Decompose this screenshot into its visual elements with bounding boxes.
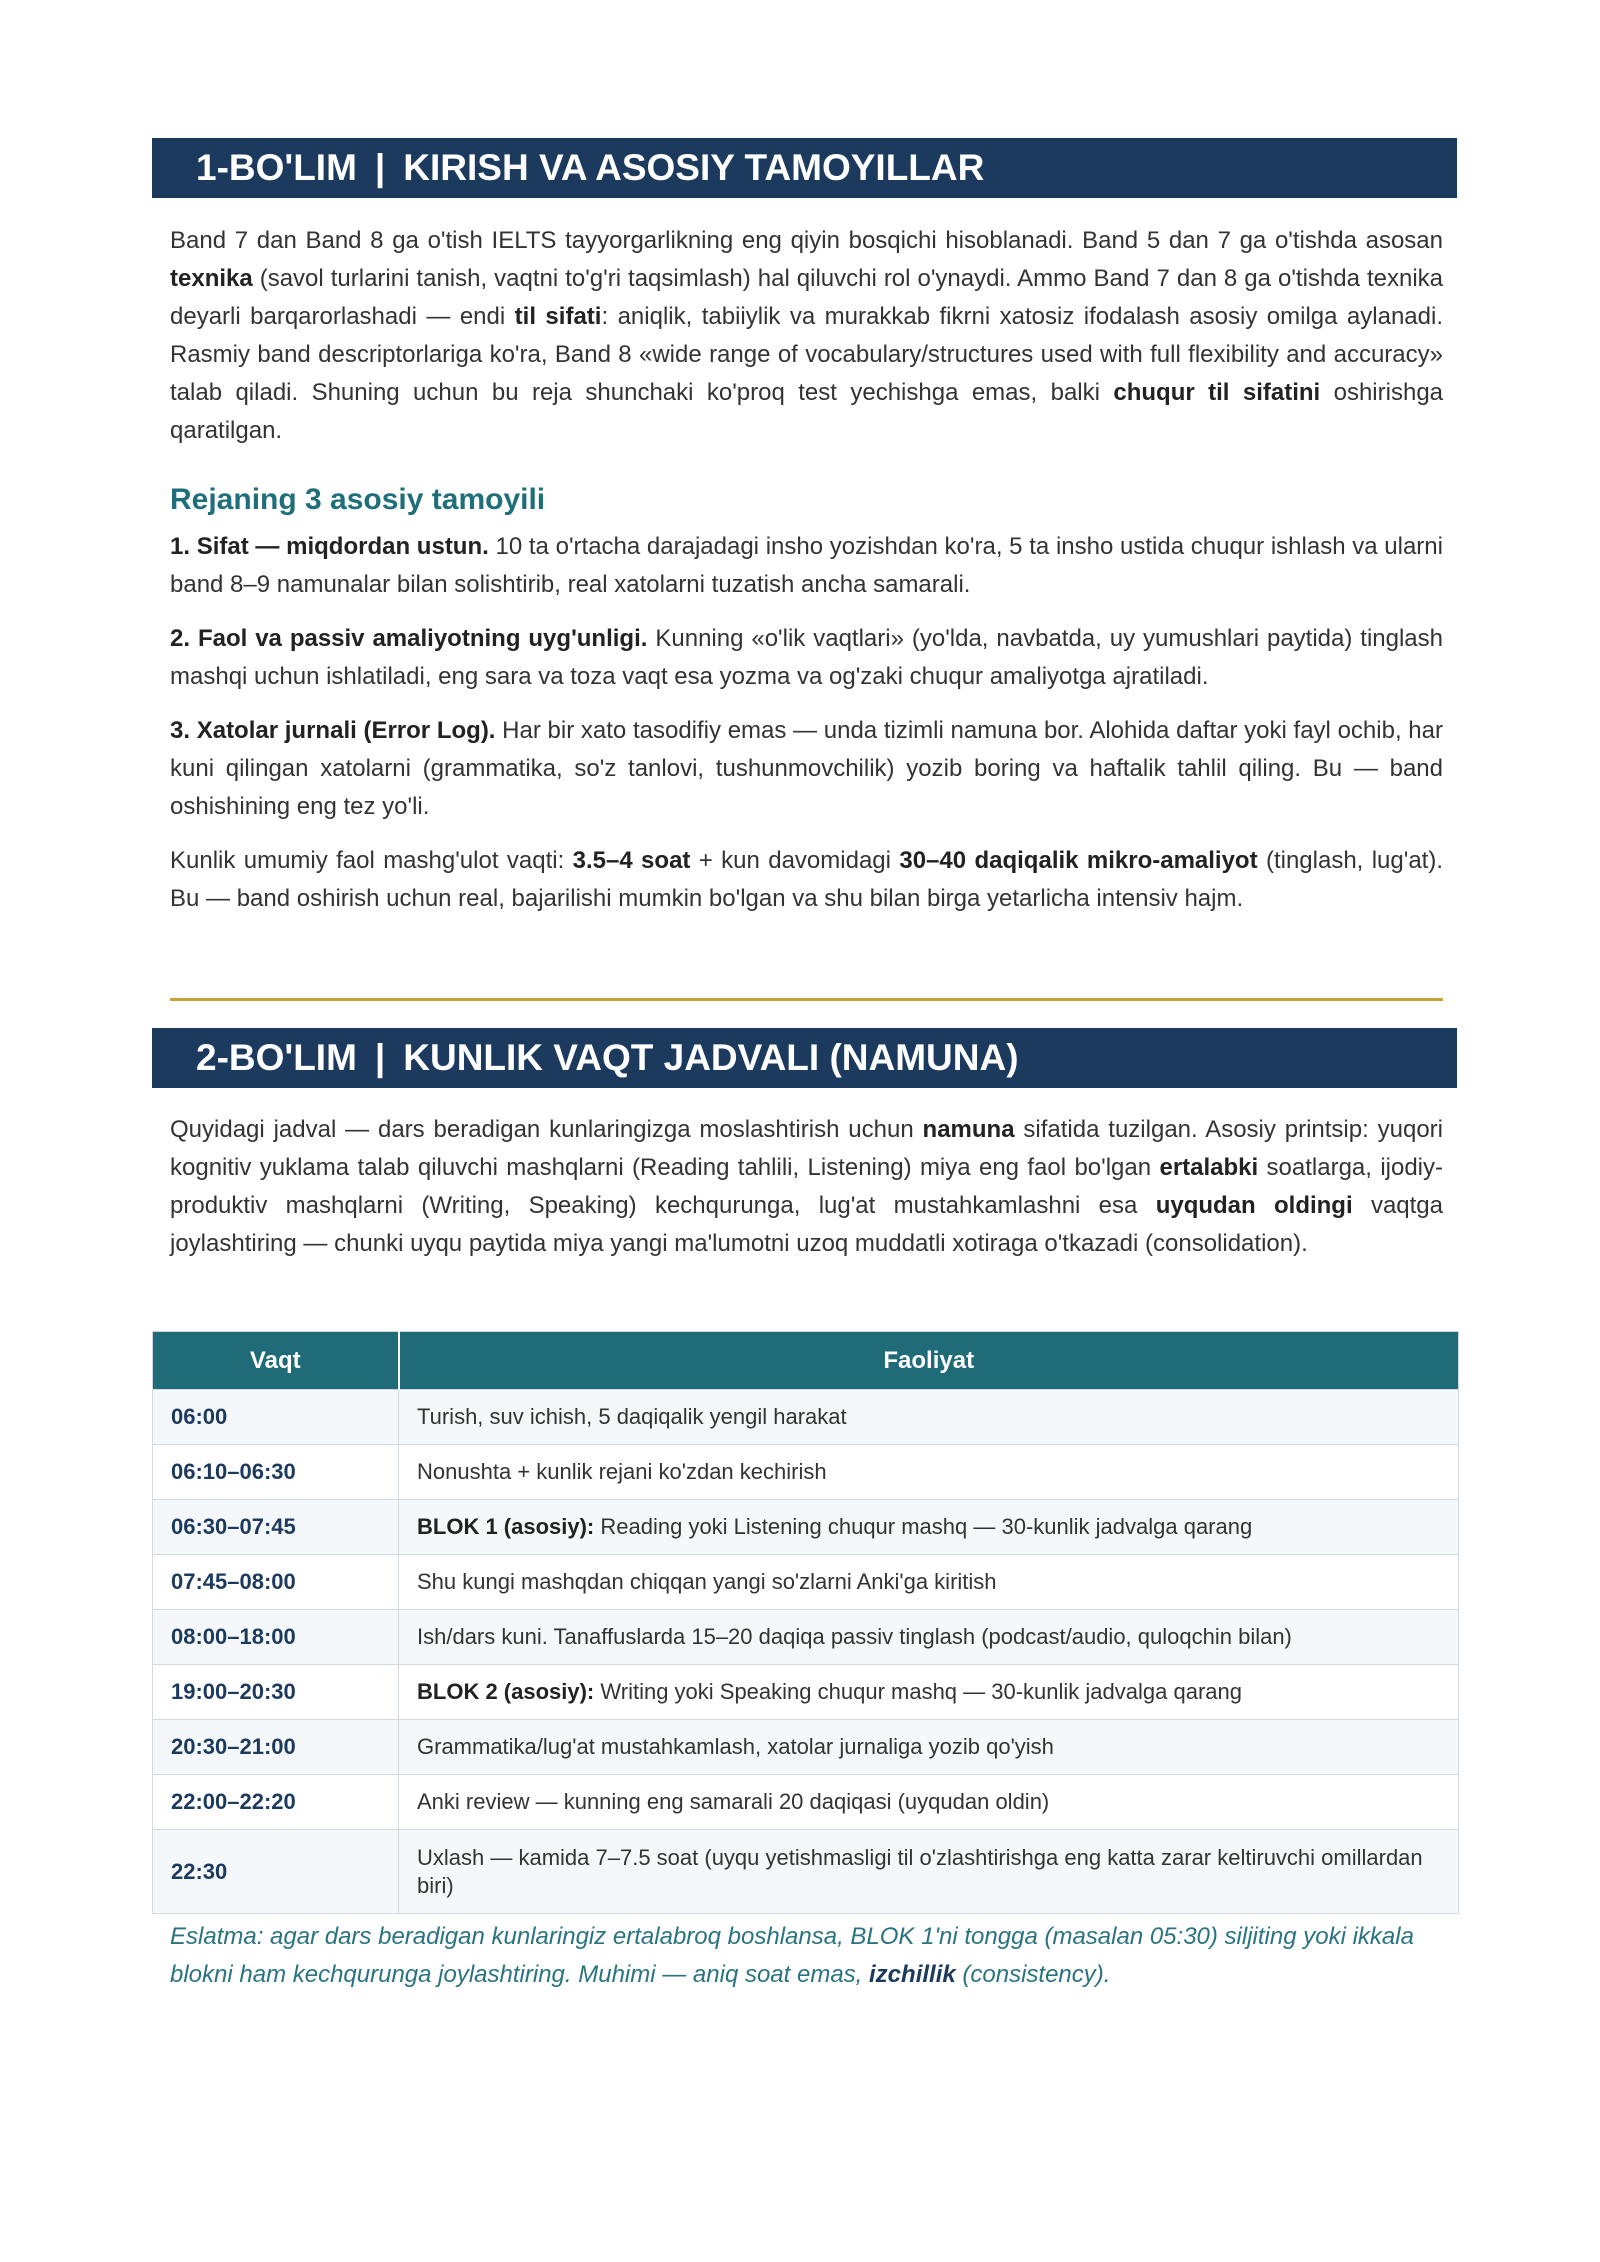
table-row	[153, 1500, 1459, 1555]
section-1-intro: Band 7 dan Band 8 ga o'tish IELTS tayyorgarlikning eng qiyin bosqichi hisoblanadi. Band 5 dan 7 ga o'tishda asosan texnika (savol turlarini tanish, vaqtni to'g'ri taqsimlash) hal qiluvchi rol o'ynaydi. Ammo Band 7 dan 8 ga o'tishda texnika deyarli barqarorlashadi — endi til sifati: aniqlik, tabiiylik va murakkab fikrni xatosiz ifodalash asosiy omilga aylanadi. Rasmiy band descriptorlariga ko'ra, Band 8 «wide range of vocabulary/structures used with full flexibility and accuracy» talab qiladi. Shuning uchun bu reja shunchaki ko'proq test yechishga emas, balki chuqur til sifatini oshirishga qaratilgan.	[170, 227, 1444, 444]
time-cell: 07:45–08:00	[153, 1555, 399, 1610]
section-1-number: 1-BO'LIM	[196, 147, 357, 188]
bold-text: 1. Sifat — miqdordan ustun.	[170, 533, 489, 560]
activity-cell: BLOK 2 (asosiy): Writing yoki Speaking chuqur mashq — 30-kunlik jadvalga qarang	[399, 1665, 1459, 1720]
bold-text: izchillik	[869, 1961, 956, 1988]
time-cell: 06:00	[153, 1390, 399, 1445]
section-2-title: KUNLIK VAQT JADVALI (NAMUNA)	[403, 1037, 1019, 1078]
bold-text: texnika	[170, 265, 253, 292]
bold-text: til sifati	[514, 303, 602, 330]
time-cell: 20:30–21:00	[153, 1720, 399, 1775]
bold-text: BLOK 1 (asosiy):	[417, 1514, 595, 1539]
bold-text: 3. Xatolar jurnali (Error Log).	[170, 717, 496, 744]
section-1-header	[152, 138, 1457, 198]
section-2-number: 2-BO'LIM	[196, 1037, 357, 1078]
principle-2: 2. Faol va passiv amaliyotning uyg'unligi. Kunning «o'lik vaqtlari» (yo'lda, navbatda, uy yumushlari paytida) tinglash mashqi uchun ishlatiladi, eng sara va toza vaqt esa yozma va og'zaki chuqur amaliyotga ajratiladi.	[170, 625, 1444, 690]
activity-cell: Grammatika/lug'at mustahkamlash, xatolar jurnaliga yozib qo'yish	[399, 1720, 1459, 1775]
time-cell: 06:10–06:30	[153, 1445, 399, 1500]
table-header-row	[153, 1332, 1459, 1390]
section-2-intro: Quyidagi jadval — dars beradigan kunlaringizga moslashtirish uchun namuna sifatida tuzilgan. Asosiy printsip: yuqori kognitiv yuklama talab qiluvchi mashqlarni (Reading tahlili, Listening) miya eng faol bo'lgan ertalabki soatlarga, ijodiy-produktiv mashqlarni (Writing, Speaking) kechqurunga, lug'at mustahkamlashni esa uyqudan oldingi vaqtga joylashtiring — chunki uyqu paytida miya yangi ma'lumotni uzoq muddatli xotiraga o'tkazadi (consolidation).	[170, 1116, 1444, 1257]
section-1-title: KIRISH VA ASOSIY TAMOYILLAR	[403, 147, 985, 188]
activity-cell: Anki review — kunning eng samarali 20 daqiqasi (uyqudan oldin)	[399, 1775, 1459, 1830]
table-row	[153, 1665, 1459, 1720]
bold-text: uyqudan oldingi	[1155, 1192, 1353, 1219]
activity-cell: Turish, suv ichish, 5 daqiqalik yengil harakat	[399, 1390, 1459, 1445]
principles-heading: Rejaning 3 asosiy tamoyili	[170, 483, 546, 516]
table-row	[153, 1555, 1459, 1610]
section-2-header	[152, 1028, 1457, 1088]
time-cell: 22:30	[153, 1830, 399, 1914]
column-header-time: Vaqt	[153, 1332, 399, 1390]
activity-cell: Ish/dars kuni. Tanaffuslarda 15–20 daqiqa passiv tinglash (podcast/audio, quloqchin bilan)	[399, 1610, 1459, 1665]
time-cell: 08:00–18:00	[153, 1610, 399, 1665]
time-cell: 06:30–07:45	[153, 1500, 399, 1555]
daily-time-summary: Kunlik umumiy faol mashg'ulot vaqti: 3.5–4 soat + kun davomidagi 30–40 daqiqalik mikro-amaliyot (tinglash, lug'at). Bu — band oshirish uchun real, bajarilishi mumkin bo'lgan va shu bilan birga yetarlicha intensiv hajm.	[170, 847, 1444, 912]
bold-text: ertalabki	[1159, 1154, 1259, 1181]
table-row	[153, 1830, 1459, 1914]
table-body	[153, 1390, 1459, 1914]
section-divider	[170, 998, 1443, 1001]
activity-cell: Shu kungi mashqdan chiqqan yangi so'zlarni Anki'ga kiritish	[399, 1555, 1459, 1610]
activity-cell: BLOK 1 (asosiy): Reading yoki Listening chuqur mashq — 30-kunlik jadvalga qarang	[399, 1500, 1459, 1555]
column-header-activity: Faoliyat	[399, 1332, 1459, 1390]
bold-text: chuqur til sifatini	[1113, 379, 1321, 406]
section-2-separator: |	[374, 1037, 386, 1078]
schedule-note: Eslatma: agar dars beradigan kunlaringiz ertalabroq boshlansa, BLOK 1'ni tongga (masalan 05:30) siljiting yoki ikkala blokni ham kechqurunga joylashtiring. Muhimi — aniq soat emas, izchillik (consistency).	[170, 1923, 1414, 1988]
table-row	[153, 1720, 1459, 1775]
bold-text: 30–40 daqiqalik mikro-amaliyot	[899, 847, 1258, 874]
activity-cell: Nonushta + kunlik rejani ko'zdan kechirish	[399, 1445, 1459, 1500]
time-cell: 22:00–22:20	[153, 1775, 399, 1830]
bold-text: 2. Faol va passiv amaliyotning uyg'unligi.	[170, 625, 648, 652]
table-row	[153, 1445, 1459, 1500]
table-row	[153, 1610, 1459, 1665]
bold-text: 3.5–4 soat	[572, 847, 691, 874]
time-cell: 19:00–20:30	[153, 1665, 399, 1720]
table-row	[153, 1390, 1459, 1445]
bold-text: BLOK 2 (asosiy):	[417, 1679, 595, 1704]
principle-1: 1. Sifat — miqdordan ustun. 10 ta o'rtacha darajadagi insho yozishdan ko'ra, 5 ta insho ustida chuqur ishlash va ularni band 8–9 namunalar bilan solishtirib, real xatolarni tuzatish ancha samarali.	[170, 533, 1443, 598]
table-row	[153, 1775, 1459, 1830]
principle-3: 3. Xatolar jurnali (Error Log). Har bir xato tasodifiy emas — unda tizimli namuna bor. Alohida daftar yoki fayl ochib, har kuni qilingan xatolarni (grammatika, so'z tanlovi, tushunmovchilik) yozib boring va haftalik tahlil qiling. Bu — band oshishining eng tez yo'li.	[170, 717, 1443, 820]
daily-schedule-table	[152, 1331, 1459, 1914]
section-1-separator: |	[374, 147, 386, 188]
bold-text: namuna	[922, 1116, 1015, 1143]
activity-cell: Uxlash — kamida 7–7.5 soat (uyqu yetishmasligi til o'zlashtirishga eng katta zarar keltiruvchi omillardan biri)	[399, 1830, 1459, 1914]
